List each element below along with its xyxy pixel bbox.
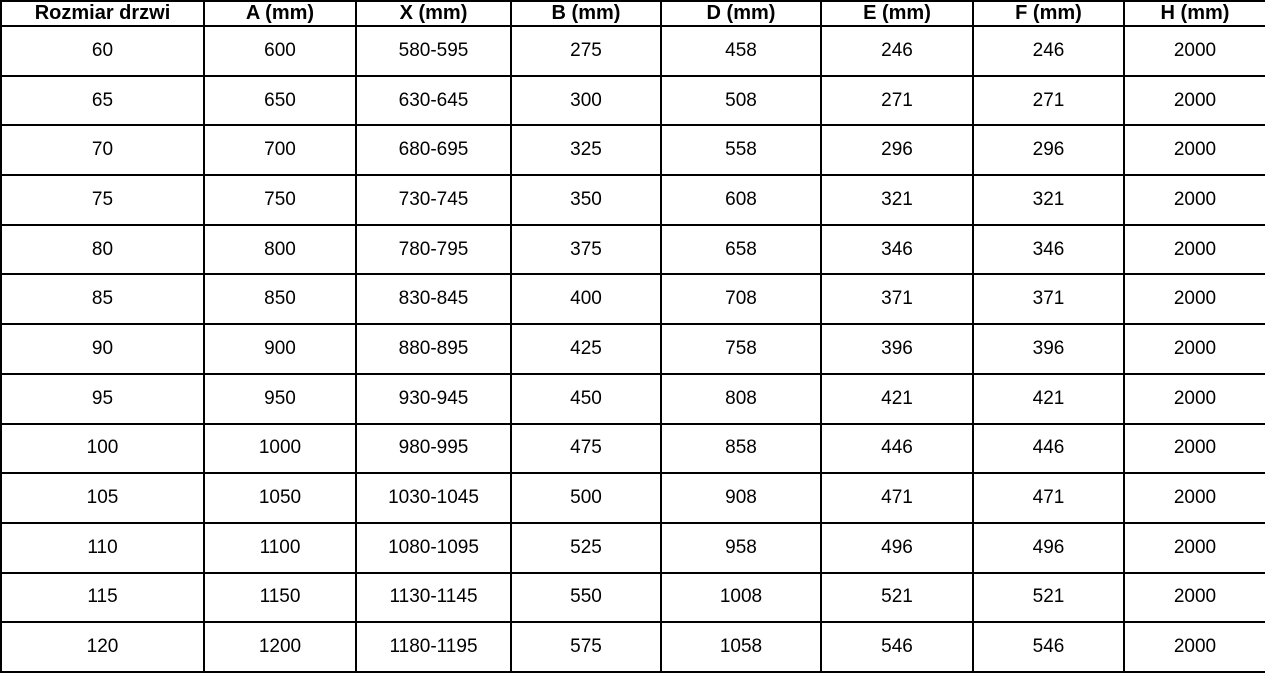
table-cell: 425 [511,324,661,374]
table-cell: 2000 [1124,76,1265,126]
table-cell: 1180-1195 [356,622,511,672]
table-cell: 275 [511,26,661,76]
table-cell: 2000 [1124,473,1265,523]
table-cell: 958 [661,523,821,573]
table-cell: 575 [511,622,661,672]
table-cell: 346 [821,225,973,275]
table-cell: 346 [973,225,1124,275]
table-cell: 271 [973,76,1124,126]
table-row [1,324,1265,374]
table-cell: 246 [821,26,973,76]
table-cell: 1150 [204,573,356,623]
table-cell: 700 [204,125,356,175]
table-cell: 471 [973,473,1124,523]
table-cell: 85 [1,274,204,324]
table-cell: 396 [821,324,973,374]
table-cell: 110 [1,523,204,573]
table-cell: 246 [973,26,1124,76]
column-header-e-mm: E (mm) [821,1,973,26]
table-cell: 1130-1145 [356,573,511,623]
table-cell: 525 [511,523,661,573]
table-cell: 521 [973,573,1124,623]
table-cell: 120 [1,622,204,672]
table-cell: 500 [511,473,661,523]
table-cell: 830-845 [356,274,511,324]
table-cell: 780-795 [356,225,511,275]
table-cell: 730-745 [356,175,511,225]
table-cell: 950 [204,374,356,424]
table-cell: 75 [1,175,204,225]
table-cell: 680-695 [356,125,511,175]
table-cell: 2000 [1124,374,1265,424]
column-header-b-mm: B (mm) [511,1,661,26]
table-cell: 550 [511,573,661,623]
table-cell: 580-595 [356,26,511,76]
table-cell: 2000 [1124,274,1265,324]
column-header-h-mm: H (mm) [1124,1,1265,26]
table-row [1,573,1265,623]
table-row [1,374,1265,424]
table-row [1,622,1265,672]
table-cell: 1000 [204,424,356,474]
table-cell: 496 [821,523,973,573]
table-cell: 296 [821,125,973,175]
table-cell: 271 [821,76,973,126]
table-cell: 1058 [661,622,821,672]
table-cell: 2000 [1124,424,1265,474]
table-cell: 1030-1045 [356,473,511,523]
table-row [1,424,1265,474]
column-header-x-mm: X (mm) [356,1,511,26]
table-row [1,26,1265,76]
table-cell: 758 [661,324,821,374]
table-cell: 880-895 [356,324,511,374]
column-header-rozmiar-drzwi: Rozmiar drzwi [1,1,204,26]
table-cell: 600 [204,26,356,76]
table-cell: 508 [661,76,821,126]
table-cell: 546 [821,622,973,672]
table-cell: 1200 [204,622,356,672]
table-cell: 400 [511,274,661,324]
table-cell: 1080-1095 [356,523,511,573]
table-cell: 2000 [1124,175,1265,225]
table-cell: 521 [821,573,973,623]
table-cell: 90 [1,324,204,374]
table-cell: 105 [1,473,204,523]
table-cell: 650 [204,76,356,126]
table-cell: 371 [821,274,973,324]
table-cell: 300 [511,76,661,126]
table-cell: 546 [973,622,1124,672]
table-cell: 2000 [1124,225,1265,275]
table-cell: 2000 [1124,523,1265,573]
table-row [1,76,1265,126]
table-cell: 2000 [1124,26,1265,76]
table-cell: 325 [511,125,661,175]
table-row [1,274,1265,324]
table-cell: 2000 [1124,573,1265,623]
table-cell: 2000 [1124,622,1265,672]
table-cell: 396 [973,324,1124,374]
table-cell: 421 [973,374,1124,424]
table-row [1,473,1265,523]
table-cell: 100 [1,424,204,474]
table-cell: 558 [661,125,821,175]
table-cell: 980-995 [356,424,511,474]
table-cell: 65 [1,76,204,126]
table-row [1,175,1265,225]
table-cell: 850 [204,274,356,324]
table-cell: 2000 [1124,125,1265,175]
header-row [1,1,1265,26]
table-cell: 350 [511,175,661,225]
table-cell: 321 [821,175,973,225]
table-cell: 60 [1,26,204,76]
table-cell: 858 [661,424,821,474]
table-cell: 471 [821,473,973,523]
table-cell: 800 [204,225,356,275]
table-cell: 296 [973,125,1124,175]
table-cell: 708 [661,274,821,324]
column-header-d-mm: D (mm) [661,1,821,26]
table-cell: 908 [661,473,821,523]
table-cell: 421 [821,374,973,424]
table-cell: 321 [973,175,1124,225]
table-row [1,225,1265,275]
table-row [1,125,1265,175]
table-cell: 1008 [661,573,821,623]
table-cell: 446 [821,424,973,474]
table-cell: 2000 [1124,324,1265,374]
column-header-a-mm: A (mm) [204,1,356,26]
table-cell: 900 [204,324,356,374]
table-cell: 630-645 [356,76,511,126]
table-row [1,523,1265,573]
column-header-f-mm: F (mm) [973,1,1124,26]
table-cell: 658 [661,225,821,275]
table-cell: 1100 [204,523,356,573]
table-cell: 475 [511,424,661,474]
table-cell: 608 [661,175,821,225]
table-cell: 375 [511,225,661,275]
table-cell: 930-945 [356,374,511,424]
table-cell: 371 [973,274,1124,324]
table-cell: 458 [661,26,821,76]
table-cell: 496 [973,523,1124,573]
table-cell: 115 [1,573,204,623]
table-cell: 750 [204,175,356,225]
table-cell: 80 [1,225,204,275]
table-cell: 808 [661,374,821,424]
table-cell: 446 [973,424,1124,474]
table-cell: 450 [511,374,661,424]
table-cell: 70 [1,125,204,175]
table-cell: 95 [1,374,204,424]
table-cell: 1050 [204,473,356,523]
